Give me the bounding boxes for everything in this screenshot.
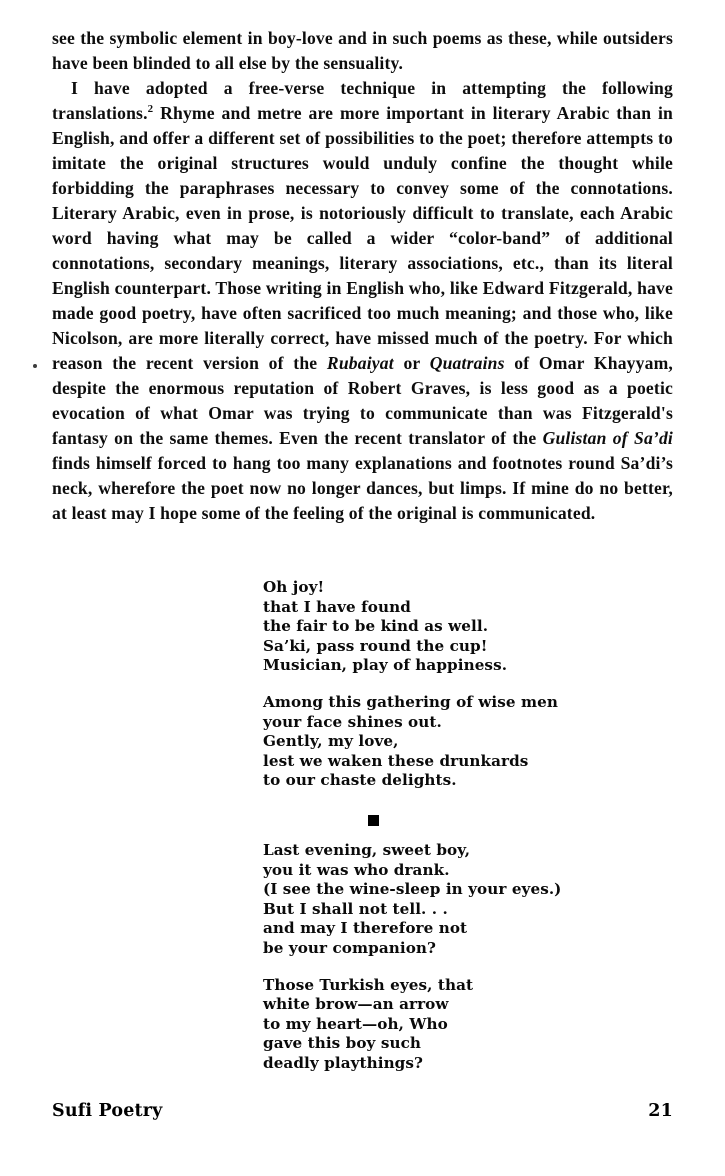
paragraph-2-segment-2: Rhyme and metre are more important in literary Arabic than in English, and offer a different set of possibilities to the poet; therefore attempts to imitate the original structures would unduly confine the thought while forbidding the paraphrases necessary to convey some of the connotations. Literary Arabic, even in prose, is notoriously difficult to translate, each Arabic word having what may be called a wider “color-band” of additional connotations, secondary meanings, literary associations, etc., than its literal English counterpart. Those writing in English who, like Edward Fitzgerald, have made good poetry, have often sacrificed too much meaning; and those who, like Nicolson, are more literally correct, have missed much of the poetry. For which reason the recent version of the — [52, 103, 673, 373]
poem-line: But I shall not tell. . . — [263, 899, 448, 918]
paragraph-2-segment-1: I have adopted a free-verse technique in attempting the following translations. — [52, 78, 673, 123]
poem-line: lest we waken these drunkards — [263, 751, 529, 770]
poem-line: (I see the wine-sleep in your eyes.) — [263, 880, 562, 899]
poem-stanza-4 — [263, 976, 593, 1074]
filled-square-icon — [368, 815, 379, 826]
paragraph-continuation — [52, 26, 673, 76]
italic-title-rubaiyat: Rubaiyat — [326, 353, 394, 373]
poem-line: gave this boy such — [263, 1034, 422, 1053]
running-title: Sufi Poetry — [52, 1101, 163, 1121]
poem-line: Oh joy! — [263, 578, 325, 596]
stanza-divider — [263, 808, 593, 841]
page-number: 21 — [648, 1101, 673, 1121]
poem-line: you it was who drank. — [263, 860, 450, 879]
poem-line: Gently, my love, — [263, 732, 399, 751]
poem-line: Musician, play of happiness. — [263, 656, 508, 675]
poem-line: the fair to be kind as well. — [263, 617, 489, 636]
paragraph-2 — [52, 76, 673, 526]
poem-stanza-1 — [263, 578, 593, 676]
body-text-column — [52, 26, 673, 526]
paragraph-2-segment-5: finds himself forced to hang too many explanations and footnotes round Sa’di’s neck, wherefore the poet now no longer dances, but limps. If mine do no better, at least may I hope some of the feeling of the original is communicated. — [52, 453, 673, 523]
italic-title-quatrains: Quatrains — [429, 353, 505, 373]
page-footer — [52, 1101, 673, 1121]
italic-title-gulistan: Gulistan of Sa’di — [542, 428, 673, 448]
poem-line: Among this gathering of wise men — [263, 692, 558, 711]
poem-line: be your companion? — [263, 938, 437, 957]
footnote-marker: 2 — [147, 103, 154, 116]
poem-line: and may I therefore not — [263, 919, 468, 938]
poem-line: Sa’ki, pass round the cup! — [263, 636, 488, 655]
poem-stanza-2 — [263, 693, 593, 791]
poem-block — [263, 578, 593, 1073]
scan-artifact-speck — [33, 364, 37, 368]
poem-line: your face shines out. — [263, 712, 442, 731]
poem-line: white brow—an arrow — [263, 995, 449, 1014]
poem-line: deadly playthings? — [263, 1053, 423, 1072]
poem-line: Last evening, sweet boy, — [263, 840, 471, 859]
paragraph-1-text: see the symbolic element in boy-love and in such poems as these, while outsiders have been blinded to all else by the sensuality. — [52, 28, 673, 73]
poem-line: Those Turkish eyes, that — [263, 975, 474, 994]
poem-line: to our chaste delights. — [263, 771, 457, 790]
poem-line: to my heart—oh, Who — [263, 1014, 448, 1033]
paragraph-2-segment-4: of Omar Khayyam, despite the enormous reputation of Robert Graves, is less good as a poetic evocation of what Omar was trying to communicate than was Fitzgerald's fantasy on the same themes. Even the recent translator of the — [52, 353, 674, 448]
poem-line: that I have found — [263, 597, 411, 616]
poem-stanza-3 — [263, 841, 593, 959]
paragraph-2-segment-3: or — [393, 353, 430, 373]
